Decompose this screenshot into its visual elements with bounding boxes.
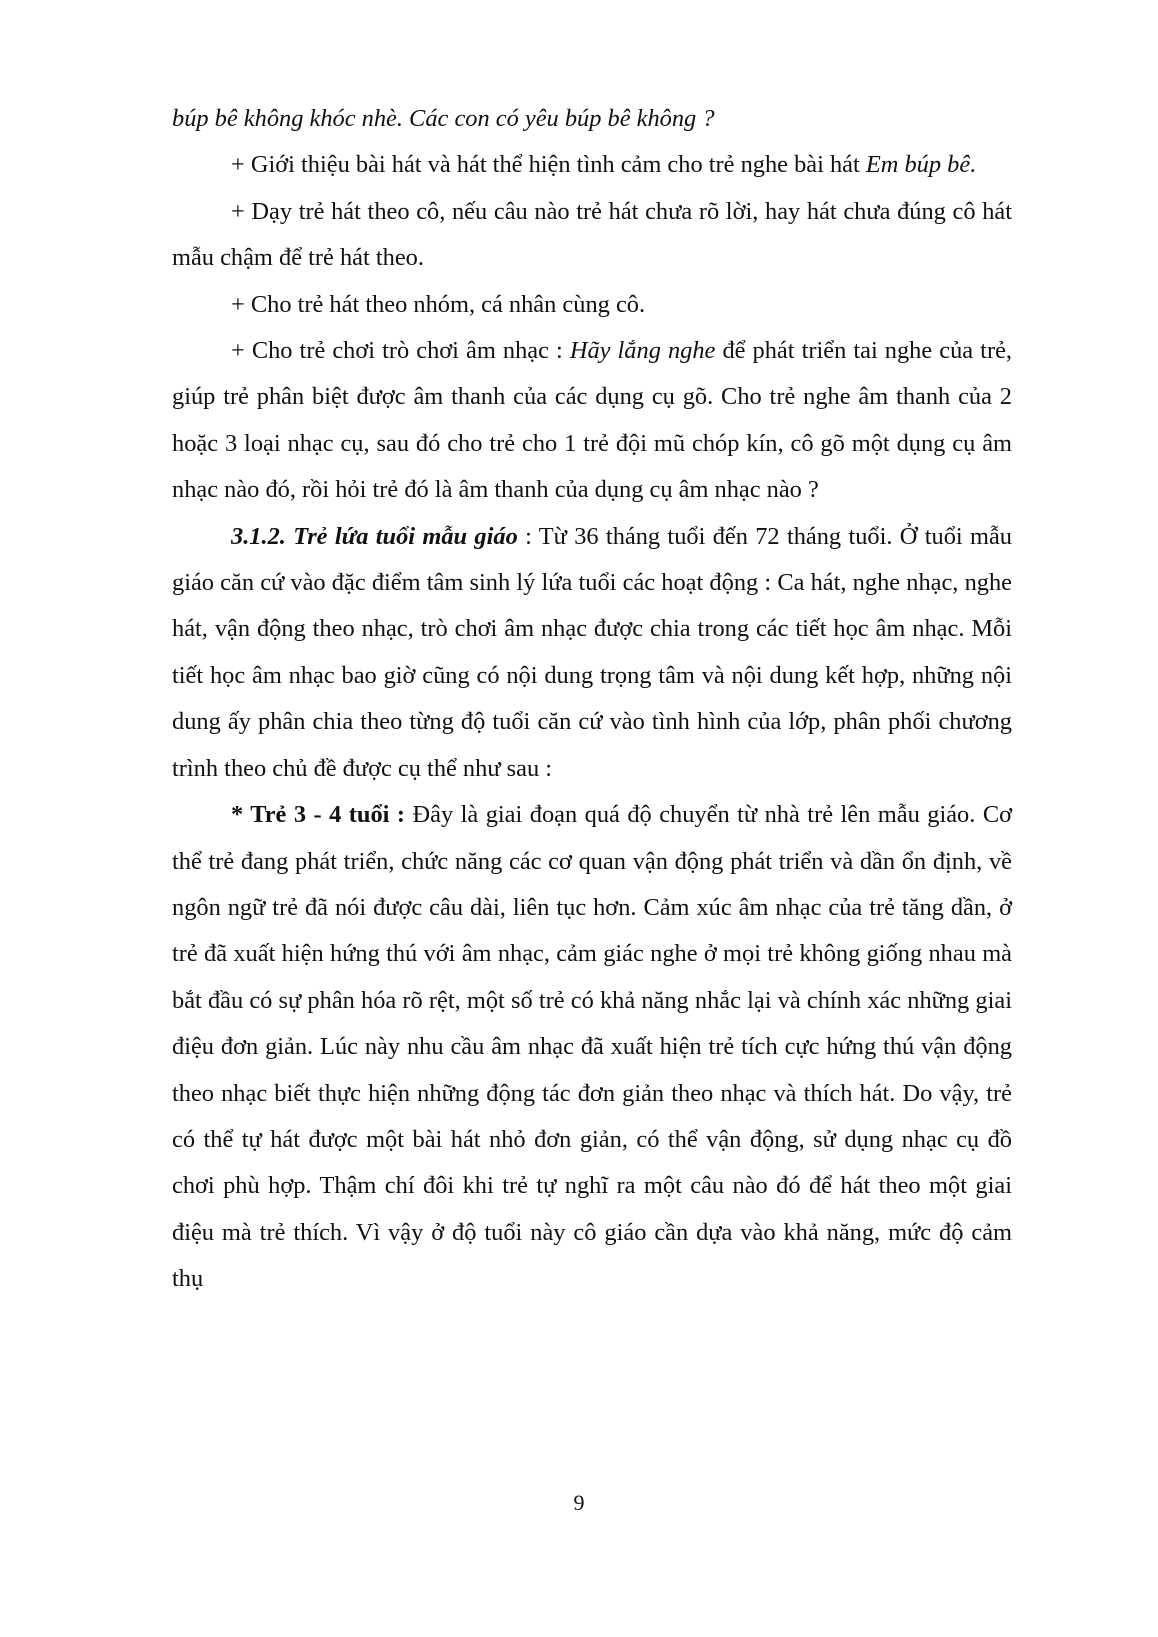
paragraph-text: Đây là giai đoạn quá độ chuyển từ nhà trẻ lên mẫu giáo. Cơ thể trẻ đang phát triển, chức năng các cơ quan vận động phát triển và dần ổn định, về ngôn ngữ trẻ đã nói được câu dài, liên tục hơn. Cảm xúc âm nhạc của trẻ tăng dần, ở trẻ đã xuất hiện hứng thú với âm nhạc, cảm giác nghe ở mọi trẻ không giống nhau mà bắt đầu có sự phân hóa rõ rệt, một số trẻ có khả năng nhắc lại và chính xác những giai điệu đơn giản. Lúc này nhu cầu âm nhạc đã xuất hiện trẻ tích cực hứng thú vận động theo nhạc biết thực hiện những động tác đơn giản theo nhạc và thích hát. Do vậy, trẻ có thể tự hát được một bài hát nhỏ đơn giản, có thể vận động, sử dụng nhạc cụ đồ chơi phù hợp. Thậm chí đôi khi trẻ tự nghĩ ra một câu nào đó để hát theo một giai điệu mà trẻ thích. Vì vậy ở độ tuổi này cô giáo cần dựa vào khả năng, mức độ cảm thụ [172,801,1012,1293]
paragraph-text: + Dạy trẻ hát theo cô, nếu câu nào trẻ hát chưa rõ lời, hay hát chưa đúng cô hát mẫu chậm để trẻ hát theo. [172,197,1012,272]
game-title: Hãy lắng nghe [569,337,716,365]
page-number: 9 [573,1490,585,1515]
paragraph-introduce-song [172,142,1012,188]
song-title: Em búp bê. [865,151,977,179]
paragraph-group-singing [172,282,1012,328]
paragraph-teach-singing [172,189,1012,282]
paragraph-text: + Cho trẻ hát theo nhóm, cá nhân cùng cô. [231,290,646,318]
paragraph-music-game [172,328,1012,514]
age-group-heading: * Trẻ 3 - 4 tuổi : [231,801,406,829]
paragraph-text: búp bê không khóc nhè. Các con có yêu búp bê không ? [172,105,715,132]
paragraph-text: + Cho trẻ chơi trò chơi âm nhạc : [231,337,570,365]
paragraph-preschool-age [172,514,1012,792]
paragraph-age-3-4 [172,792,1012,1302]
paragraph-text: + Giới thiệu bài hát và hát thể hiện tình cảm cho trẻ nghe bài hát [231,151,866,179]
document-page [172,96,1012,1303]
section-heading: 3.1.2. Trẻ lứa tuổi mẫu giáo [231,522,518,550]
paragraph-text: để phát triển tai nghe của trẻ, giúp trẻ phân biệt được âm thanh của các dụng cụ gõ. Cho trẻ nghe âm thanh của 2 hoặc 3 loại nhạc cụ, sau đó cho trẻ cho 1 trẻ đội mũ chóp kín, cô gõ một dụng cụ âm nhạc nào đó, rồi hỏi trẻ đó là âm thanh của dụng cụ âm nhạc nào ? [172,337,1012,504]
paragraph-text: : Từ 36 tháng tuổi đến 72 tháng tuổi. Ở tuổi mẫu giáo căn cứ vào đặc điểm tâm sinh lý lứa tuổi các hoạt động : Ca hát, nghe nhạc, nghe hát, vận động theo nhạc, trò chơi âm nhạc được chia trong các tiết học âm nhạc. Mỗi tiết học âm nhạc bao giờ cũng có nội dung trọng tâm và nội dung kết hợp, những nội dung ấy phân chia theo từng độ tuổi căn cứ vào tình hình của lớp, phân phối chương trình theo chủ đề được cụ thể như sau : [172,522,1013,782]
paragraph-doll-question [172,96,1012,142]
